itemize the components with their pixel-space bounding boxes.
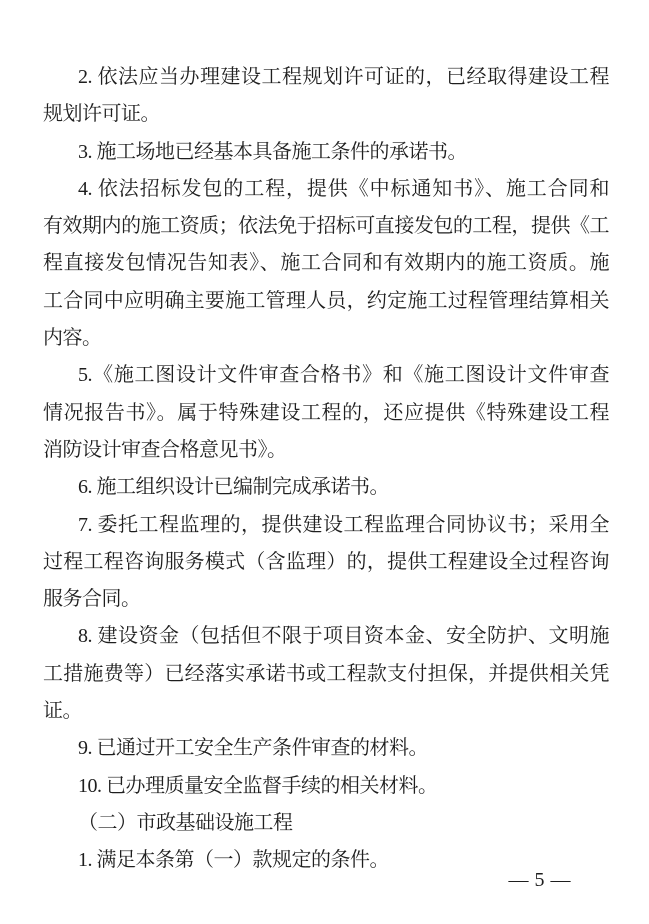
text-line: 工措施费等）已经落实承诺书或工程款支付担保，并提供相关凭 bbox=[43, 662, 609, 685]
text-line: 1. 满足本条第（一）款规定的条件。 bbox=[78, 849, 389, 872]
text-line: 内容。 bbox=[43, 327, 102, 350]
text-line: 过程工程咨询服务模式（含监理）的，提供工程建设全过程咨询 bbox=[43, 550, 609, 573]
paragraph bbox=[43, 618, 609, 730]
text-line: 证。 bbox=[43, 700, 82, 723]
text-line: 4. 依法招标发包的工程，提供《中标通知书》、施工合同和 bbox=[78, 177, 609, 200]
text-line: 7. 委托工程监理的，提供建设工程监理合同协议书；采用全 bbox=[78, 513, 609, 536]
page-number: — 5 — bbox=[508, 869, 571, 891]
paragraph bbox=[43, 768, 609, 805]
paragraph-section-heading bbox=[43, 805, 609, 842]
text-line: 2. 依法应当办理建设工程规划许可证的，已经取得建设工程 bbox=[78, 66, 609, 88]
paragraph bbox=[43, 134, 609, 171]
text-line: 有效期内的施工资质；依法免于招标可直接发包的工程，提供《工 bbox=[43, 215, 609, 238]
text-line: 工合同中应明确主要施工管理人员，约定施工过程管理结算相关 bbox=[43, 289, 609, 312]
paragraph bbox=[43, 357, 609, 469]
text-line: 规划许可证。 bbox=[43, 103, 160, 126]
text-line: 3. 施工场地已经基本具备施工条件的承诺书。 bbox=[78, 140, 467, 163]
paragraph bbox=[43, 730, 609, 767]
text-line: （二）市政基础设施工程 bbox=[78, 811, 293, 834]
text-line: 5.《施工图设计文件审查合格书》和《施工图设计文件审查 bbox=[78, 364, 609, 387]
text-line: 服务合同。 bbox=[43, 588, 141, 611]
text-line: 消防设计审查合格意见书》。 bbox=[43, 438, 287, 461]
text-line: 8. 建设资金（包括但不限于项目资本金、安全防护、文明施 bbox=[78, 625, 609, 648]
text-line: 情况报告书》。属于特殊建设工程的，还应提供《特殊建设工程 bbox=[43, 401, 609, 424]
paragraph bbox=[43, 507, 609, 619]
paragraph bbox=[43, 469, 609, 506]
text-line: 9. 已通过开工安全生产条件审查的材料。 bbox=[78, 737, 428, 760]
paragraph bbox=[43, 171, 609, 357]
paragraph bbox=[43, 59, 609, 134]
document-body bbox=[43, 59, 609, 880]
text-line: 程直接发包情况告知表》、施工合同和有效期内的施工资质。施 bbox=[43, 252, 609, 275]
text-line: 6. 施工组织设计已编制完成承诺书。 bbox=[78, 476, 389, 499]
text-line: 10. 已办理质量安全监督手续的相关材料。 bbox=[78, 774, 438, 797]
